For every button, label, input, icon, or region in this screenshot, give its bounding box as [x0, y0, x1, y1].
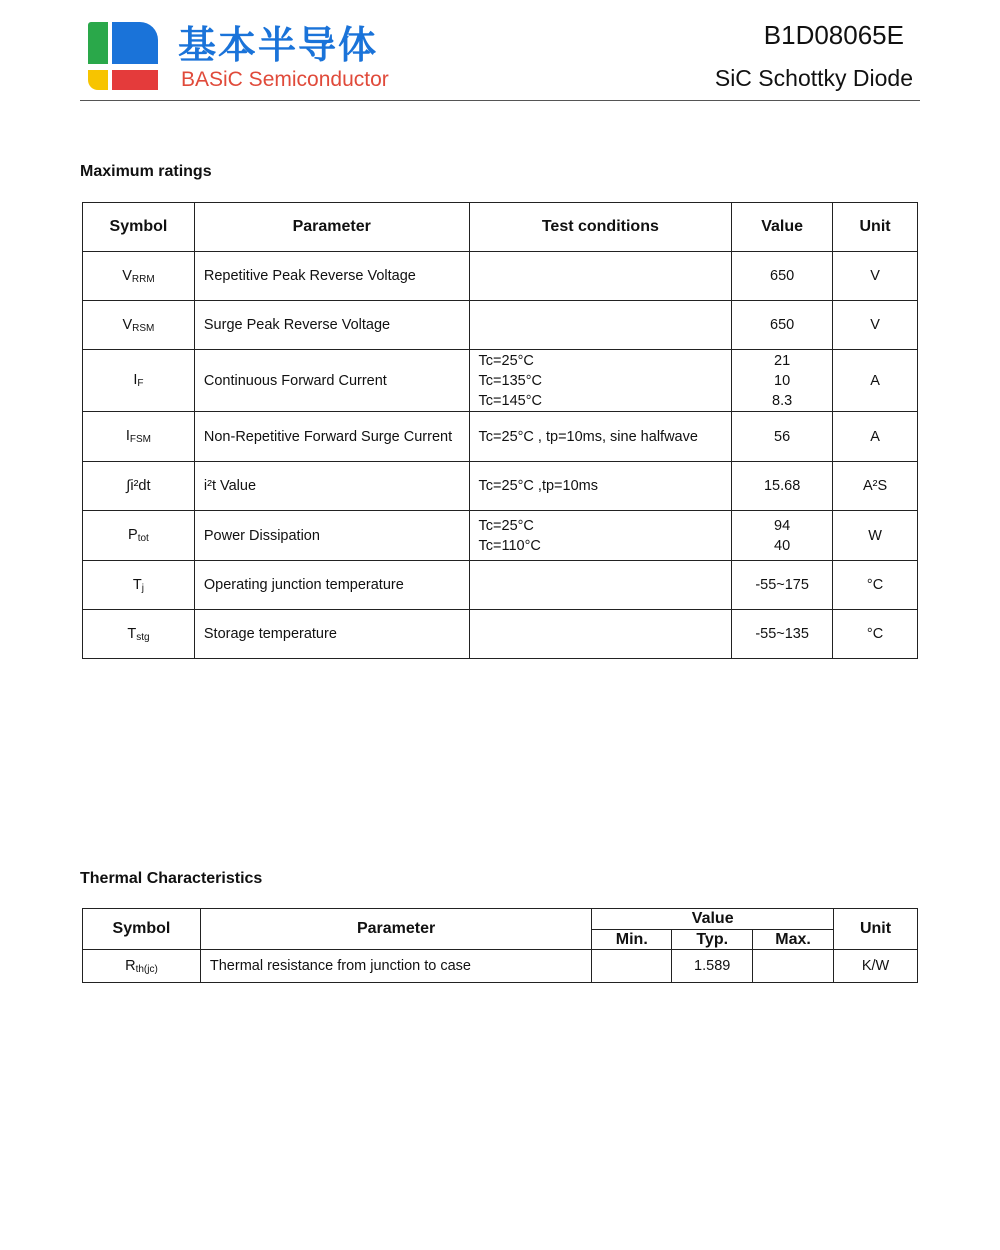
symbol-main: I [133, 372, 138, 388]
header-symbol: Symbol [83, 909, 201, 950]
table-row [83, 412, 918, 462]
value-cell [732, 561, 833, 610]
unit-cell: °C [833, 610, 918, 659]
logo-blue-block [112, 22, 158, 64]
symbol-main: R [125, 957, 136, 974]
conditions-cell-line: Tc=110°C [478, 537, 541, 554]
max-ratings-title: Maximum ratings [80, 163, 212, 180]
company-logo [88, 22, 158, 92]
part-description: SiC Schottky Diode [714, 65, 913, 91]
thermal-table [82, 908, 918, 983]
header-max: Max. [753, 930, 834, 950]
symbol-subscript: RRM [131, 273, 155, 285]
brand-name-english: BASiC Semiconductor [181, 68, 389, 91]
header-divider [80, 100, 920, 101]
symbol-main: T [127, 625, 137, 642]
symbol-subscript: j [141, 582, 144, 594]
logo-red-block [112, 70, 158, 90]
value-cell [732, 301, 833, 350]
table-header-row [83, 203, 918, 252]
table-header-row [83, 909, 918, 930]
header-min: Min. [592, 930, 672, 950]
conditions-cell-line: Tc=25°C [478, 352, 534, 369]
symbol-main: V [122, 316, 133, 333]
conditions-cell [469, 412, 732, 462]
typ-cell: 1.589 [672, 950, 753, 983]
symbol-subscript: th(jc) [135, 963, 158, 975]
conditions-cell-line: Tc=25°C ,tp=10ms [478, 478, 598, 494]
header-value: Value [592, 909, 834, 930]
conditions-cell-line: Tc=135°C [478, 372, 542, 389]
conditions-cell [469, 350, 732, 412]
table-row [83, 462, 918, 511]
max-cell [753, 950, 834, 983]
logo-green-block [88, 22, 108, 64]
max-ratings-table [82, 202, 918, 659]
symbol-main: P [128, 527, 138, 543]
value-cell [732, 350, 833, 412]
table-row [83, 610, 918, 659]
parameter-cell: Continuous Forward Current [194, 350, 469, 412]
value-cell-line: 650 [770, 268, 795, 284]
symbol-main: I [125, 428, 130, 444]
symbol-subscript: F [137, 378, 144, 389]
header-unit: Unit [833, 203, 918, 252]
table-row [83, 350, 918, 412]
symbol-main: V [122, 267, 132, 284]
header-test-conditions: Test conditions [469, 203, 732, 252]
table-row [83, 950, 918, 983]
symbol-cell [83, 350, 195, 412]
header-symbol: Symbol [83, 203, 195, 252]
symbol-cell [83, 412, 195, 462]
conditions-cell-line: Tc=25°C , tp=10ms, sine halfwave [478, 428, 698, 445]
part-number: B1D08065E [763, 20, 904, 50]
symbol-subscript: FSM [129, 434, 152, 445]
symbol-subscript: stg [136, 631, 150, 643]
symbol-main: T [132, 576, 142, 593]
parameter-cell: Repetitive Peak Reverse Voltage [194, 252, 469, 301]
conditions-cell [469, 561, 732, 610]
unit-cell: A [833, 412, 918, 462]
parameter-cell: Operating junction temperature [194, 561, 469, 610]
thermal-title: Thermal Characteristics [80, 870, 263, 887]
symbol-cell [83, 561, 195, 610]
header-typ: Typ. [672, 930, 753, 950]
parameter-cell: Storage temperature [194, 610, 469, 659]
header-parameter: Parameter [200, 909, 591, 950]
symbol-cell [83, 950, 201, 983]
unit-cell: K/W [834, 950, 918, 983]
unit-cell: W [833, 511, 918, 561]
symbol-cell [83, 610, 195, 659]
value-cell-line: 56 [774, 428, 791, 445]
value-cell-line: 94 [774, 517, 791, 534]
header-unit: Unit [834, 909, 918, 950]
value-cell [732, 252, 833, 301]
parameter-cell: i²t Value [194, 462, 469, 511]
symbol-subscript: tot [137, 533, 149, 544]
table-row [83, 511, 918, 561]
value-cell-line: -55~135 [755, 626, 809, 642]
symbol-cell [83, 511, 195, 561]
value-cell-line: 15.68 [763, 478, 801, 494]
value-cell-line: 650 [770, 317, 795, 333]
symbol-subscript: RSM [132, 322, 155, 334]
value-cell [732, 511, 833, 561]
symbol-cell [83, 301, 195, 350]
value-cell [732, 610, 833, 659]
symbol-cell [83, 252, 195, 301]
header-value: Value [732, 203, 833, 252]
unit-cell: V [833, 301, 918, 350]
unit-cell: °C [833, 561, 918, 610]
value-cell-line: 10 [774, 372, 791, 389]
logo-yellow-block [88, 70, 108, 90]
min-cell [592, 950, 672, 983]
header-parameter: Parameter [194, 203, 469, 252]
conditions-cell [469, 301, 732, 350]
value-cell-line: 8.3 [772, 392, 793, 409]
unit-cell: A [833, 350, 918, 412]
parameter-cell: Power Dissipation [194, 511, 469, 561]
conditions-cell [469, 462, 732, 511]
parameter-cell: Surge Peak Reverse Voltage [194, 301, 469, 350]
conditions-cell-line: Tc=25°C [478, 517, 534, 534]
value-cell-line: 40 [774, 537, 791, 554]
conditions-cell [469, 252, 732, 301]
symbol-main: ∫i²dt [126, 478, 151, 494]
unit-cell: A²S [833, 462, 918, 511]
table-row [83, 561, 918, 610]
unit-cell: V [833, 252, 918, 301]
parameter-cell: Non-Repetitive Forward Surge Current [194, 412, 469, 462]
conditions-cell-line: Tc=145°C [478, 392, 542, 409]
brand-name-chinese: 基本半导体 [178, 23, 379, 67]
value-cell-line: 21 [774, 352, 791, 369]
value-cell-line: -55~175 [755, 577, 809, 593]
table-row [83, 301, 918, 350]
symbol-cell [83, 462, 195, 511]
table-row [83, 252, 918, 301]
conditions-cell [469, 610, 732, 659]
value-cell [732, 412, 833, 462]
value-cell [732, 462, 833, 511]
parameter-cell: Thermal resistance from junction to case [200, 950, 591, 983]
conditions-cell [469, 511, 732, 561]
